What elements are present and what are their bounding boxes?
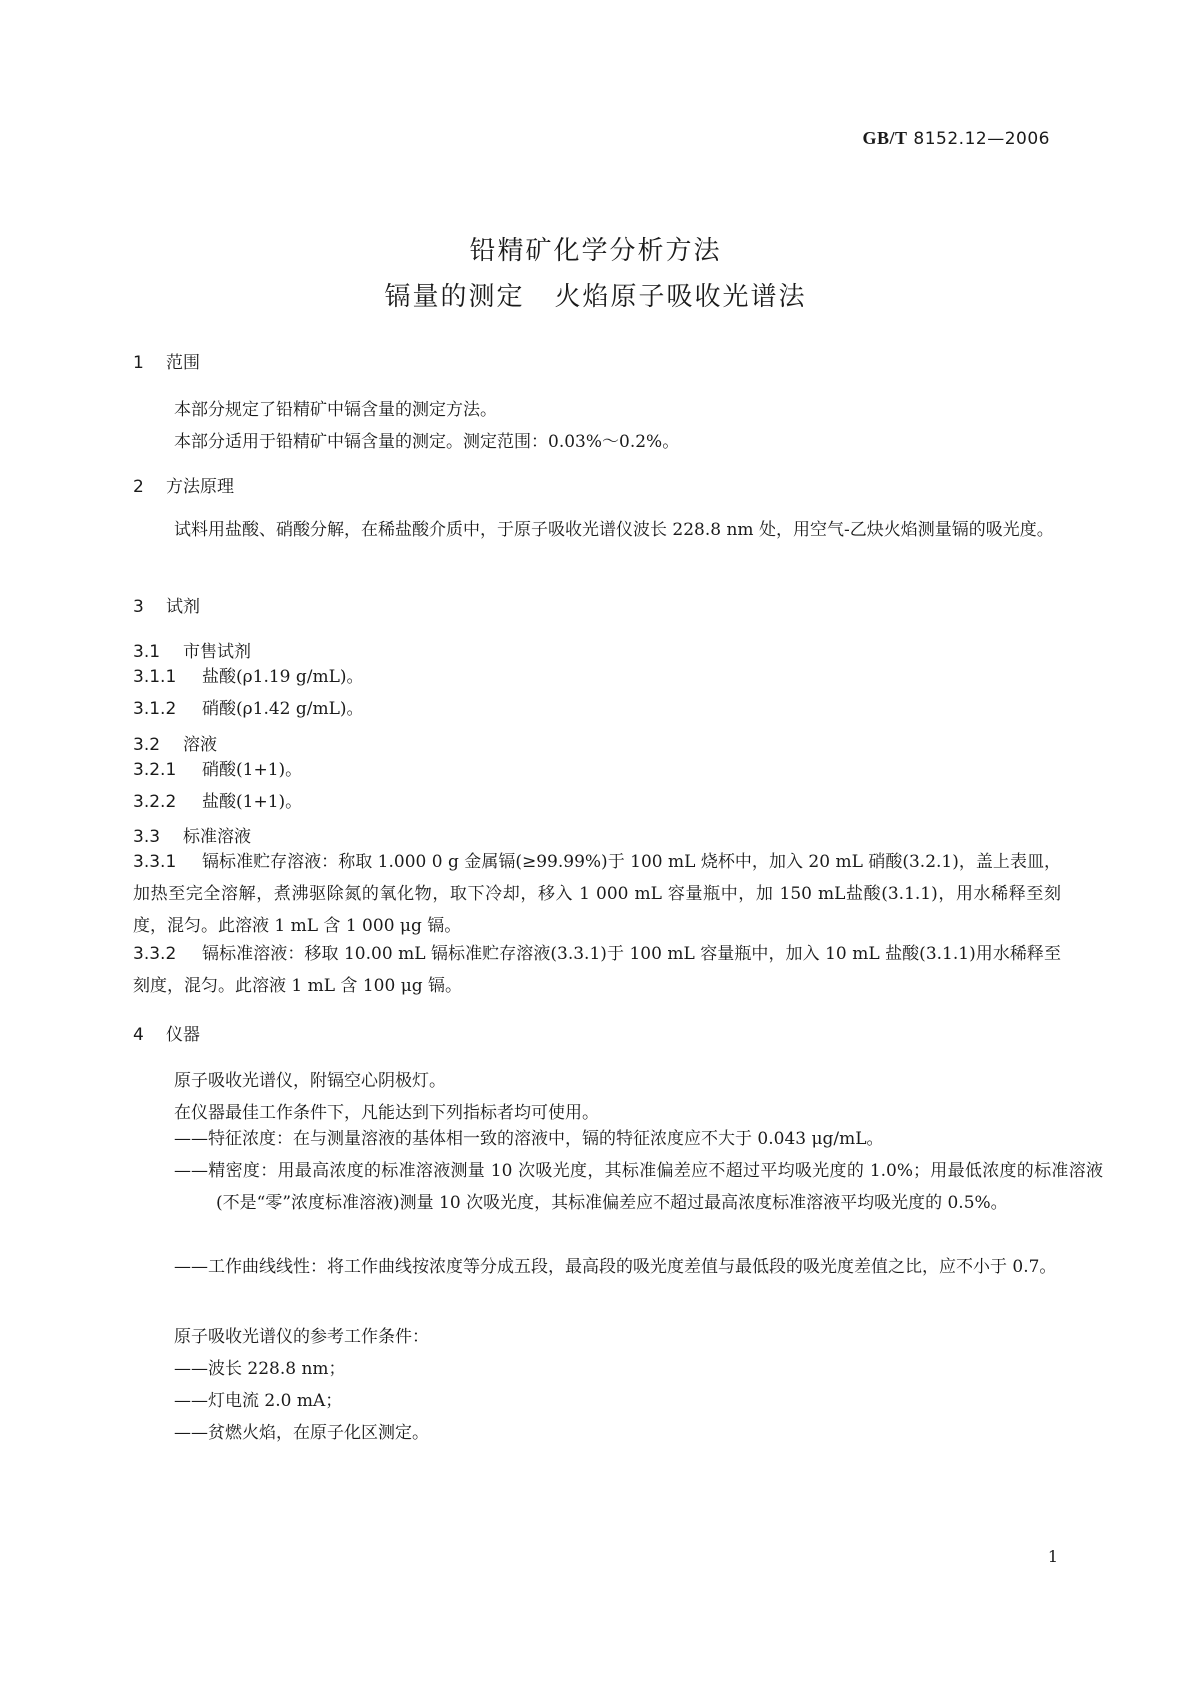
section-heading-apparatus (133, 1020, 200, 1045)
section-title: 范围 (166, 353, 200, 373)
standard-prefix: GB/T (862, 128, 908, 148)
item-number: 3.3.2 (133, 944, 177, 964)
item-text: 镉标准溶液：移取 10.00 mL 镉标准贮存溶液(3.3.1)于 100 mL 容量瓶中，加入 10 mL 盐酸(3.1.1)用水稀释至刻度，混匀。此溶液 1 mL 含 100 μg 镉。 (133, 944, 1061, 996)
solution-item-hydrochloric-acid (133, 786, 1061, 818)
item-number: 3.3.1 (133, 852, 177, 872)
document-title-line1: 铅精矿化学分析方法 (469, 236, 722, 266)
scope-paragraph-2: 本部分适用于铅精矿中镉含量的测定。测定范围：0.03%～0.2%。 (174, 432, 680, 452)
scope-paragraph-1: 本部分规定了铅精矿中镉含量的测定方法。 (174, 400, 497, 420)
apparatus-paragraph-1: 原子吸收光谱仪，附镉空心阴极灯。 (174, 1071, 446, 1091)
condition-wavelength: ——波长 228.8 nm； (174, 1359, 346, 1379)
standard-stock-solution-item (133, 846, 1061, 942)
apparatus-paragraph-3: 原子吸收光谱仪的参考工作条件： (174, 1327, 429, 1347)
condition-flame: ——贫燃火焰，在原子化区测定。 (174, 1423, 429, 1443)
subsection-title: 溶液 (183, 735, 217, 755)
subsection-heading-commercial-reagents (133, 637, 251, 662)
condition-lamp-current: ——灯电流 2.0 mA； (174, 1391, 343, 1411)
item-text: 盐酸(1+1)。 (202, 792, 303, 812)
subsection-title: 标准溶液 (183, 827, 251, 847)
section-number: 1 (133, 353, 144, 373)
principle-paragraph: 试料用盐酸、硝酸分解，在稀盐酸介质中，于原子吸收光谱仪波长 228.8 nm 处，用空气-乙炔火焰测量镉的吸光度。 (174, 520, 1054, 540)
subsection-number: 3.1 (133, 642, 161, 662)
section-title: 试剂 (166, 597, 200, 617)
criterion-precision: ——精密度：用最高浓度的标准溶液测量 10 次吸光度，其标准偏差应不超过平均吸光度的 1.0%；用最低浓度的标准溶液(不是“零”浓度标准溶液)测量 10 次吸光度，其标准偏差应不超过最高浓度标准溶液平均吸光度的 0.5%。 (174, 1161, 1103, 1213)
title-part-method: 火焰原子吸收光谱法 (554, 282, 807, 312)
standard-code (863, 128, 1051, 149)
title-part-measurement: 镉量的测定 (384, 282, 525, 312)
subsection-heading-solutions (133, 730, 217, 755)
item-text: 盐酸(ρ1.19 g/mL)。 (202, 667, 364, 687)
apparatus-paragraph-2: 在仪器最佳工作条件下，凡能达到下列指标者均可使用。 (174, 1103, 599, 1123)
subsection-title: 市售试剂 (183, 642, 251, 662)
item-number: 3.2.1 (133, 760, 177, 780)
item-text: 硝酸(ρ1.42 g/mL)。 (202, 699, 364, 719)
section-heading-reagents (133, 592, 200, 617)
section-title: 方法原理 (166, 477, 234, 497)
standard-solution-item (133, 938, 1061, 1002)
section-number: 3 (133, 597, 144, 617)
section-heading-scope (133, 348, 200, 373)
subsection-heading-standard-solutions (133, 822, 251, 847)
criterion-characteristic-concentration: ——特征浓度：在与测量溶液的基体相一致的溶液中，镉的特征浓度应不大于 0.043 μg/mL。 (174, 1129, 884, 1149)
section-heading-principle (133, 472, 234, 497)
item-number: 3.1.1 (133, 667, 177, 687)
criterion-linearity: ——工作曲线线性：将工作曲线按浓度等分成五段，最高段的吸光度差值与最低段的吸光度差值之比，应不小于 0.7。 (174, 1257, 1057, 1277)
reagent-item-nitric-acid (133, 693, 1061, 725)
item-text: 镉标准贮存溶液：称取 1.000 0 g 金属镉(≥99.99%)于 100 mL 烧杯中，加入 20 mL 硝酸(3.2.1)，盖上表皿，加热至完全溶解，煮沸驱除氮的氧化物，取下冷却，移入 1 000 mL 容量瓶中，加 150 mL盐酸(3.1.1)，用水稀释至刻度，混匀。此溶液 1 mL 含 1 000 μg 镉。 (133, 852, 1061, 936)
solution-item-nitric-acid (133, 754, 1061, 786)
subsection-number: 3.3 (133, 827, 161, 847)
section-number: 4 (133, 1025, 144, 1045)
section-title: 仪器 (166, 1025, 200, 1045)
subsection-number: 3.2 (133, 735, 161, 755)
document-title-line2 (0, 276, 1191, 313)
section-number: 2 (133, 477, 144, 497)
standard-number: 8152.12—2006 (913, 129, 1050, 149)
item-text: 硝酸(1+1)。 (202, 760, 303, 780)
item-number: 3.2.2 (133, 792, 177, 812)
item-number: 3.1.2 (133, 699, 177, 719)
reagent-item-hydrochloric-acid (133, 661, 1061, 693)
page-number: 1 (1047, 1547, 1058, 1566)
